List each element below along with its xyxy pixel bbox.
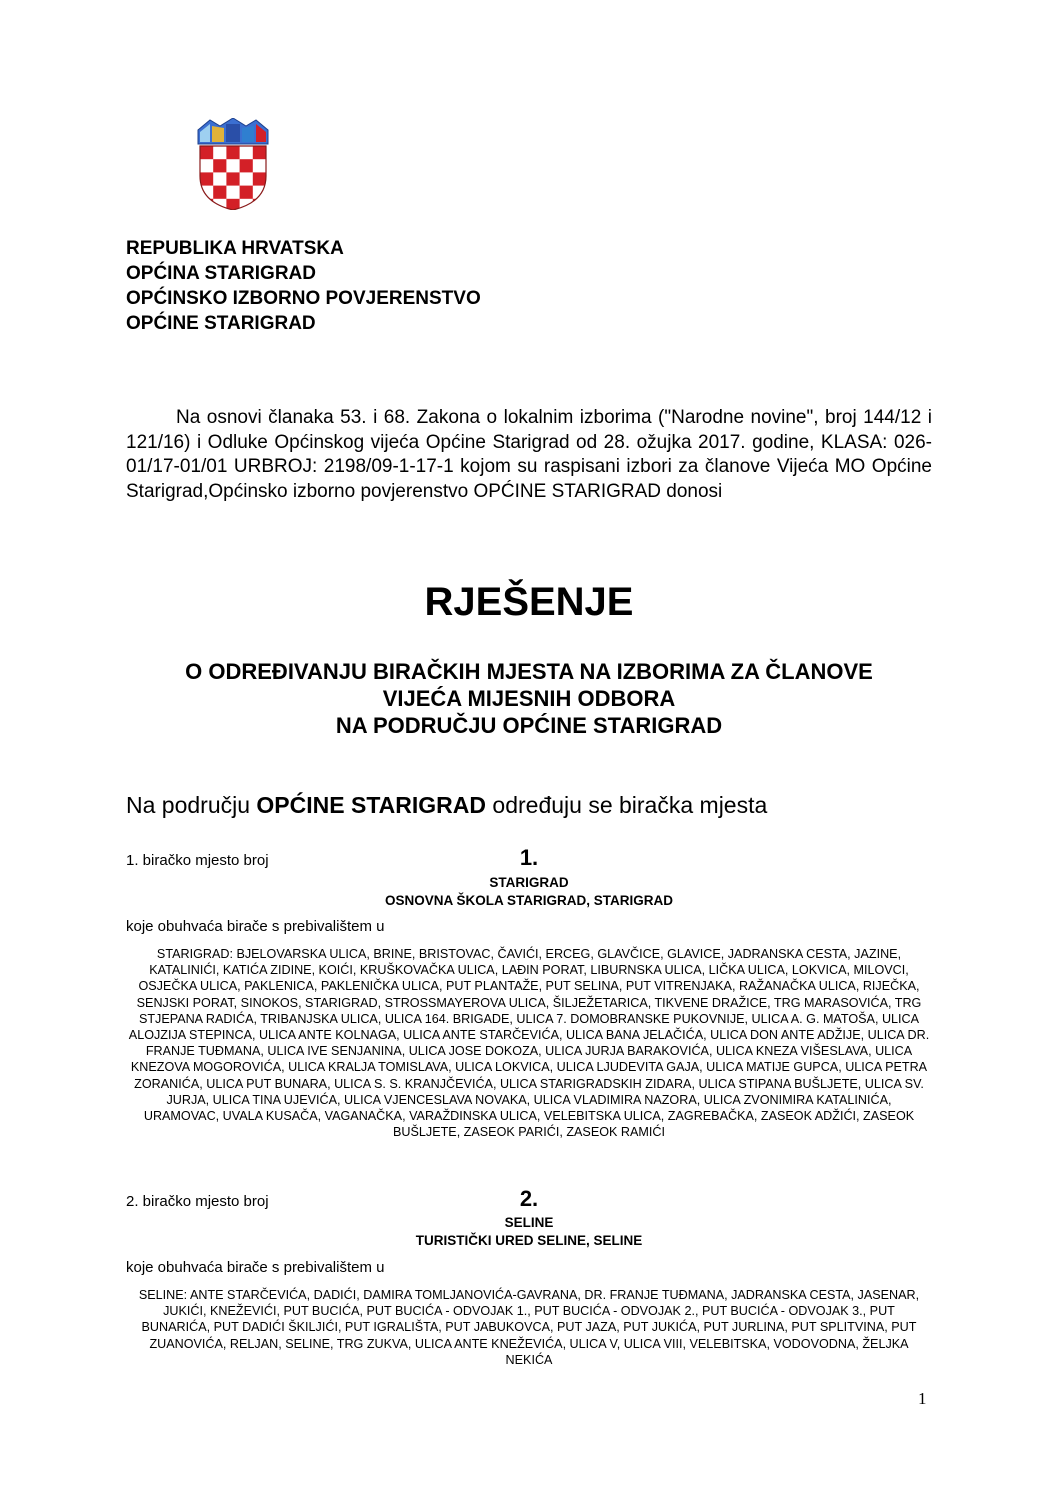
croatian-coat-of-arms-icon: [196, 118, 270, 210]
polling-place-streets: STARIGRAD: BJELOVARSKA ULICA, BRINE, BRISTOVAC, ČAVIĆI, ERCEG, GLAVČICE, GLAVICE, JADRANSKA CESTA, JAZINE, KATALINIĆI, KATIĆA ZIDINE, KOIĆI, KRUŠKOVAČKA ULICA, LAĐIN PORAT, LIBURNSKA ULICA, LIČKA ULICA, LOKVICA, MILOVCI, OSJEČKA ULICA, PAKLENICA, PAKLENIČKA ULICA, PUT PLANTAŽE, PUT SELINA, PUT VITRENJAKA, RAŽANAČKA ULICA, RIJEČKA, SENJSKI PORAT, SINOKOS, STARIGRAD, STROSSMAYEROVA ULICA, ŠILJEŽETARICA, TIKVENE DRAŽICE, TRG MARASOVIĆA, TRG STJEPANA RADIĆA, TRIBANJSKA ULICA, ULICA 164. BRIGADE, ULICA 7. DOMOBRANSKE PUKOVNIJE, ULICA A. G. MATOŠA, ULICA ALOJZIJA STEPINCA, ULICA ANTE KOLNAGA, ULICA ANTE STARČEVIĆA, ULICA BANA JELAČIĆA, ULICA DON ANTE ADŽIJE, ULICA DR. FRANJE TUĐMANA, ULICA IVE SENJANINA, ULICA JOSE DOKOZA, ULICA JURJA BARAKOVIĆA, ULICA KNEZA VIŠESLAVA, ULICA KNEZOVA MOGOROVIĆA, ULICA KRALJA TOMISLAVA, ULICA LOKVICA, ULICA LJUDEVITA GAJA, ULICA MATIJE GUPCA, ULICA PETRA ZORANIĆA, ULICA PUT BUNARA, ULICA S. S. KRANJČEVIĆA, ULICA STARIGRADSKIH ZIDARA, ULICA STIPANA BUŠLJETE, ULICA SV. JURJA, ULICA TINA UJEVIĆA, ULICA VJENCESLAVA NOVAKA, ULICA VLADIMIRA NAZORA, ULICA ZVONIMIRA KATALINIĆA, URAMOVAC, UVALA KUSAČA, VAGANAČKA, VARAŽDINSKA ULICA, VELEBITSKA ULICA, ZAGREBAČKA, ZASEOK ADŽIĆI, ZASEOK BUŠLJETE, ZASEOK PARIĆI, ZASEOK RAMIĆI: [128, 947, 930, 1140]
shield-check: [200, 146, 213, 159]
shield-check: [253, 146, 266, 159]
header-line-republic: REPUBLIKA HRVATSKA: [126, 238, 344, 259]
shield-check: [253, 172, 266, 185]
subtitle-line-1: O ODREĐIVANJU BIRAČKIH MJESTA NA IZBORIMA ZA ČLANOVE: [185, 659, 873, 684]
shield-check: [240, 159, 253, 172]
shield-check: [226, 172, 239, 185]
shield-check: [213, 186, 226, 199]
polling-place-covers: koje obuhvaća birače s prebivalištem u: [126, 918, 385, 935]
polling-place-number: 1.: [519, 845, 539, 870]
header-line-municipality: OPĆINA STARIGRAD: [126, 263, 316, 284]
polling-place-covers: koje obuhvaća birače s prebivalištem u: [126, 1259, 385, 1276]
header-line-commission: OPĆINSKO IZBORNO POVJERENSTVO: [126, 288, 481, 309]
area-name: OPĆINE STARIGRAD: [256, 792, 487, 818]
polling-place-label: 1. biračko mjesto broj: [126, 852, 269, 869]
shield-check: [240, 186, 253, 199]
shield-check: [213, 159, 226, 172]
area-suffix: određuju se biračka mjesta: [492, 792, 768, 818]
issuer-header: [126, 236, 481, 336]
area-prefix: Na području: [126, 792, 251, 818]
shield-check: [200, 172, 213, 185]
document-title: RJEŠENJE: [424, 580, 634, 624]
polling-place-number: 2.: [519, 1186, 539, 1211]
shield-check: [226, 146, 239, 159]
intro-text: Na osnovi članaka 53. i 68. Zakona o lokalnim izborima ("Narodne novine", broj 144/12 i 121/16) i Odluke Općinskog vijeća Općine Starigrad od 28. ožujka 2017. godine, KLASA: 026-01/17-01/01 URBROJ: 2198/09-1-17-1 kojom su raspisani izbori za članove Vijeća MO Općine Starigrad,Općinsko izborno povjerenstvo OPĆINE STARIGRAD donosi: [126, 407, 932, 502]
header-line-municipality-genitive: OPĆINE STARIGRAD: [126, 313, 316, 334]
subtitle-line-2: VIJEĆA MIJESNIH ODBORA: [382, 686, 676, 711]
intro-paragraph: [126, 406, 932, 504]
polling-place-location: OSNOVNA ŠKOLA STARIGRAD, STARIGRAD: [384, 893, 673, 908]
polling-place-name: SELINE: [504, 1215, 554, 1230]
polling-place-label: 2. biračko mjesto broj: [126, 1193, 269, 1210]
polling-place-name: STARIGRAD: [489, 875, 569, 890]
page-number: 1: [918, 1389, 927, 1408]
area-statement: [126, 790, 767, 820]
polling-place-streets: SELINE: ANTE STARČEVIĆA, DADIĆI, DAMIRA TOMLJANOVIĆA-GAVRANA, DR. FRANJE TUĐMANA, JADRANSKA CESTA, JASENAR, JUKIĆI, KNEŽEVIĆI, PUT BUCIĆA, PUT BUCIĆA - ODVOJAK 1., PUT BUCIĆA - ODVOJAK 2., PUT BUCIĆA - ODVOJAK 3., PUT BUNARIĆA, PUT DADIĆI ŠKILJIĆI, PUT IGRALIŠTA, PUT JABUKOVCA, PUT JAZA, PUT JUKIĆA, PUT JURLINA, PUT SPLITVINA, PUT ZUANOVIĆA, RELJAN, SELINE, TRG ZUKVA, ULICA ANTE KNEŽEVIĆA, ULICA V, ULICA VIII, VELEBITSKA, VODOVODNA, ŽELJKA NEKIĆA: [138, 1288, 920, 1367]
subtitle-line-3: NA PODRUČJU OPĆINE STARIGRAD: [335, 713, 723, 738]
polling-place-location: TURISTIČKI URED SELINE, SELINE: [415, 1233, 643, 1248]
document-subtitle: [0, 658, 1058, 739]
